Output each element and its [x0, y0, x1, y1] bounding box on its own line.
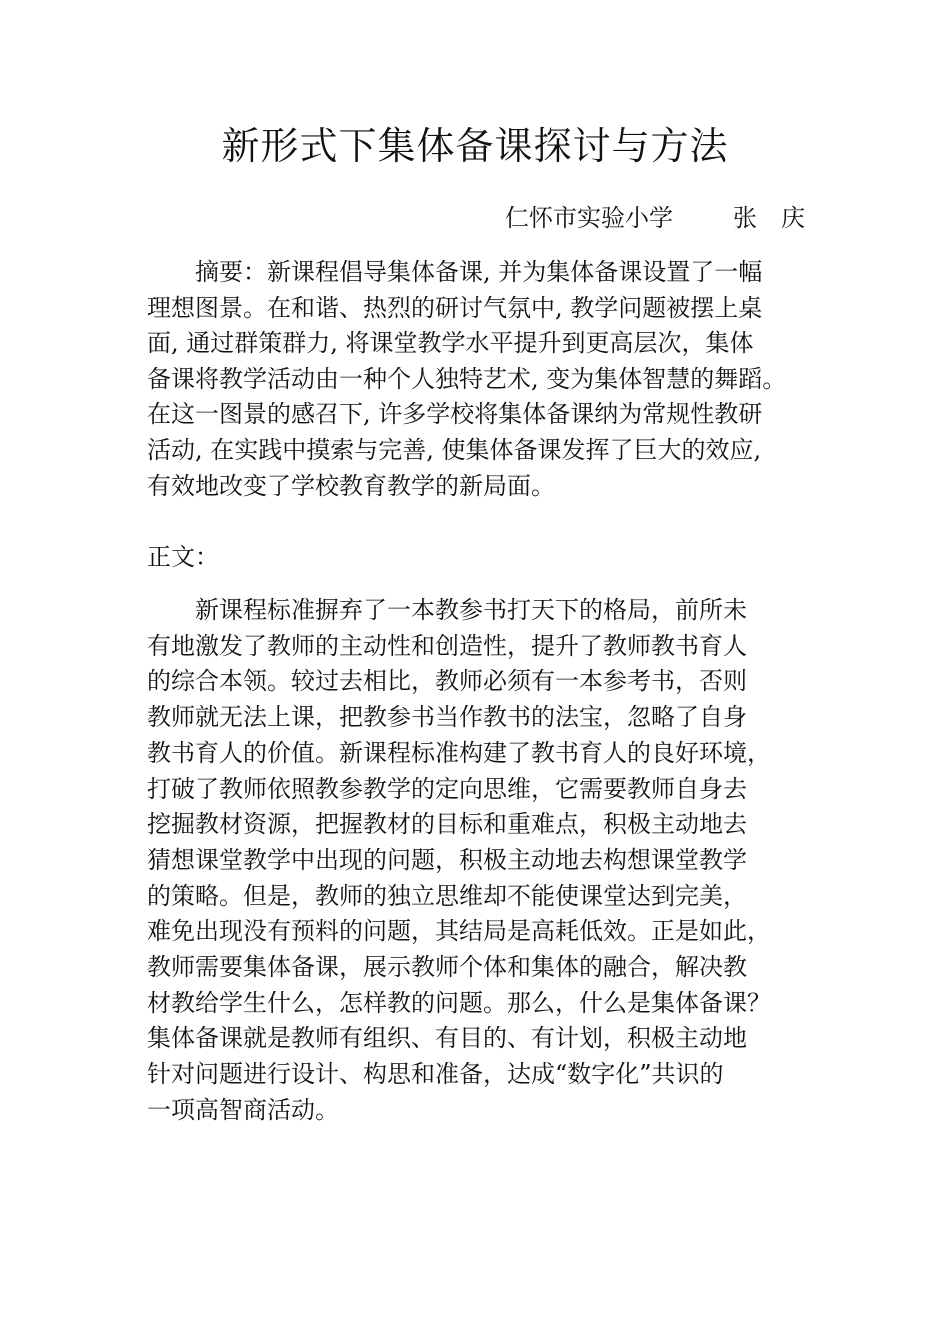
body-line: 集体备课就是教师有组织、有目的、有计划，积极主动地	[147, 1024, 747, 1053]
abstract-line: 摘要：新课程倡导集体备课, 并为集体备课设置了一幅	[195, 258, 763, 286]
body-paragraph	[147, 593, 807, 1129]
byline	[505, 200, 805, 236]
body-line: 挖掘教材资源，把握教材的目标和重难点，积极主动地去	[147, 810, 747, 839]
body-line: 难免出现没有预料的问题，其结局是高耗低效。正是如此，	[147, 917, 771, 946]
abstract-line: 有效地改变了学校教育教学的新局面。	[147, 471, 555, 500]
body-line: 针对问题进行设计、构思和准备，达成“数字化”共识的	[147, 1060, 724, 1089]
abstract-paragraph	[147, 255, 807, 504]
author-school: 仁怀市实验小学	[505, 204, 673, 232]
section-heading: 正文：	[147, 543, 219, 571]
body-line: 教书育人的价值。新课程标准构建了教书育人的良好环境，	[147, 738, 771, 767]
body-line: 一项高智商活动。	[147, 1095, 339, 1124]
author-name: 张 庆	[733, 204, 805, 232]
abstract-line: 面, 通过群策群力, 将课堂教学水平提升到更高层次，集体	[147, 329, 754, 358]
body-line: 有地激发了教师的主动性和创造性，提升了教师教书育人	[147, 631, 747, 660]
body-line: 的综合本领。较过去相比，教师必须有一本参考书，否则	[147, 667, 747, 696]
body-line: 新课程标准摒弃了一本教参书打天下的格局，前所未	[195, 596, 747, 624]
body-line: 的策略。但是，教师的独立思维却不能使课堂达到完美，	[147, 881, 747, 910]
abstract-line: 活动, 在实践中摸索与完善, 使集体备课发挥了巨大的效应,	[147, 435, 762, 464]
abstract-line: 理想图景。在和谐、热烈的研讨气氛中, 教学问题被摆上桌	[147, 293, 763, 322]
abstract-line: 在这一图景的感召下, 许多学校将集体备课纳为常规性教研	[147, 400, 763, 429]
body-line: 教师就无法上课，把教参书当作教书的法宝，忽略了自身	[147, 703, 747, 732]
body-line: 教师需要集体备课，展示教师个体和集体的融合，解决教	[147, 953, 747, 982]
body-line: 打破了教师依照教参教学的定向思维，它需要教师自身去	[147, 774, 747, 803]
body-line: 猜想课堂教学中出现的问题，积极主动地去构想课堂教学	[147, 845, 747, 874]
body-line: 材教给学生什么，怎样教的问题。那么，什么是集体备课？	[147, 988, 771, 1017]
abstract-line: 备课将教学活动由一种个人独特艺术, 变为集体智慧的舞蹈。	[147, 364, 787, 393]
document-title: 新形式下集体备课探讨与方法	[221, 124, 729, 168]
